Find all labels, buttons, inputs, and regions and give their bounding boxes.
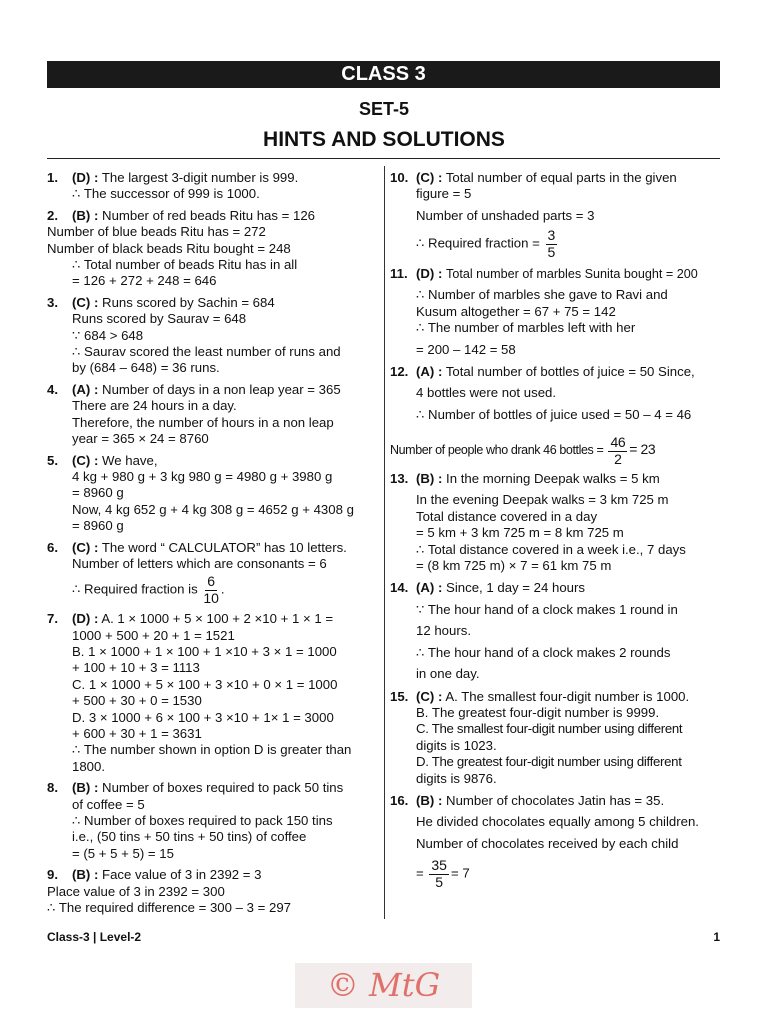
solution-line <box>72 574 377 606</box>
solution-line: ∴ Total distance covered in a week i.e., 7 days <box>416 541 686 557</box>
solution-13 <box>390 471 720 574</box>
solution-line: figure = 5 <box>416 186 472 202</box>
class-title-bar <box>47 61 720 88</box>
solution-text: . <box>220 581 225 597</box>
solution-line: Number of letters which are consonants = 6 <box>72 555 327 571</box>
solution-line: ∴ The successor of 999 is 1000. <box>72 186 260 202</box>
fraction-numerator: 6 <box>207 573 216 590</box>
question-number: 7. <box>47 611 58 627</box>
solution-line: Number of red beads Ritu has = 126 <box>102 207 316 223</box>
question-number: 16. <box>390 792 409 808</box>
question-number: 8. <box>47 780 58 796</box>
solution-line: A. 1 × 1000 + 5 × 100 + 2 ×10 + 1 × 1 = <box>101 611 334 627</box>
page-number: 1 <box>713 930 720 944</box>
solution-line: Number of days in a non leap year = 365 <box>102 381 341 397</box>
solution-5 <box>47 453 377 535</box>
question-number: 12. <box>390 364 409 380</box>
answer-key: (C) : <box>72 539 99 555</box>
solution-line <box>416 228 720 260</box>
solution-line: Runs scored by Sachin = 684 <box>102 294 275 310</box>
solution-line: of coffee = 5 <box>72 796 145 812</box>
footer-level: Class-3 | Level-2 <box>47 930 142 944</box>
solution-line: Place value of 3 in 2392 = 300 <box>47 883 225 899</box>
solution-line: = 5 km + 3 km 725 m = 8 km 725 m <box>416 525 624 541</box>
solution-line: year = 365 × 24 = 8760 <box>72 431 209 447</box>
fraction <box>546 228 558 260</box>
solution-4 <box>47 382 377 448</box>
question-number: 15. <box>390 688 409 704</box>
solution-line: C. 1 × 1000 + 5 × 100 + 3 ×10 + 0 × 1 = 1000 <box>72 676 338 692</box>
solution-line: Total number of equal parts in the given <box>445 170 677 185</box>
solution-line: ∴ The number shown in option D is greater than <box>72 742 352 758</box>
fraction-denominator: 10 <box>203 589 219 606</box>
question-number: 5. <box>47 452 58 468</box>
solution-line: Number of blue beads Ritu has = 272 <box>47 224 266 240</box>
answer-key: (B) : <box>416 471 443 487</box>
solution-14 <box>390 580 720 682</box>
answer-key: (D) : <box>72 611 99 627</box>
solution-text: = <box>416 865 424 881</box>
answer-key: (C) : <box>416 688 443 704</box>
fraction-numerator: 3 <box>547 227 556 244</box>
solution-15 <box>390 689 720 787</box>
set-title: SET-5 <box>358 99 410 119</box>
question-number: 11. <box>390 266 408 281</box>
right-column <box>390 170 720 894</box>
solution-line: D. The greatest four-digit number using different <box>416 754 682 770</box>
solution-line: The word “ CALCULATOR” has 10 letters. <box>101 539 347 555</box>
solution-line: = 126 + 272 + 248 = 646 <box>72 273 217 289</box>
solution-line: ∴ Number of boxes required to pack 150 tins <box>72 813 333 828</box>
solution-line: ∴ Saurav scored the least number of runs and <box>72 344 341 360</box>
solution-line: Total distance covered in a day <box>416 508 598 524</box>
fraction <box>203 574 219 606</box>
solution-10 <box>390 170 720 260</box>
solution-line: B. 1 × 1000 + 1 × 100 + 1 ×10 + 3 × 1 = 1000 <box>72 643 337 659</box>
solution-line: Number of black beads Ritu bought = 248 <box>47 240 291 256</box>
solution-line: 4 kg + 980 g + 3 kg 980 g = 4980 g + 3980 g <box>72 468 333 484</box>
solution-12 <box>390 364 720 467</box>
column-divider <box>384 166 385 919</box>
fraction-numerator: 46 <box>610 434 626 451</box>
question-number: 14. <box>390 580 409 596</box>
solution-line: + 600 + 30 + 1 = 3631 <box>72 725 202 741</box>
solution-line: In the evening Deepak walks = 3 km 725 m <box>416 492 669 508</box>
solution-line: Total number of bottles of juice = 50 Since, <box>445 364 695 380</box>
solution-8 <box>47 780 377 862</box>
solution-line: Total number of marbles Sunita bought = 200 <box>446 267 698 281</box>
solution-line: + 500 + 30 + 0 = 1530 <box>72 693 202 709</box>
solution-line: C. The smallest four-digit number using different <box>416 721 683 737</box>
solution-line: in one day. <box>416 666 480 682</box>
answer-key: (D) : <box>416 266 443 281</box>
fraction-numerator: 35 <box>431 857 447 874</box>
solution-line: = 8960 g <box>72 485 124 501</box>
solution-line: Now, 4 kg 652 g + 4 kg 308 g = 4652 g + 4308 g <box>72 501 354 517</box>
solution-line: Number of boxes required to pack 50 tins <box>102 780 344 796</box>
solution-line: In the morning Deepak walks = 5 km <box>446 471 660 487</box>
answer-key: (A) : <box>72 381 99 397</box>
answer-key: (B) : <box>72 207 99 223</box>
solution-7 <box>47 611 377 775</box>
solution-line: digits is 1023. <box>416 737 497 753</box>
solution-2 <box>47 208 377 290</box>
solution-line: 1800. <box>72 758 106 774</box>
question-number: 4. <box>47 381 58 397</box>
solution-line: Since, 1 day = 24 hours <box>446 580 585 596</box>
solution-text: = 23 <box>629 441 656 458</box>
solution-text: Number of people who drank 46 bottles = <box>390 443 604 458</box>
solution-line: digits is 9876. <box>416 770 497 786</box>
solution-line: ∴ The hour hand of a clock makes 2 rounds <box>416 644 671 660</box>
solution-line: Number of chocolates received by each child <box>416 835 679 851</box>
solution-line: ∴ Number of bottles of juice used = 50 – 4 = 46 <box>416 406 692 422</box>
section-title: HINTS AND SOLUTIONS <box>263 128 505 151</box>
header-rule <box>47 158 720 159</box>
fraction <box>429 858 449 890</box>
solution-line: The largest 3-digit number is 999. <box>101 170 299 185</box>
fraction-denominator: 5 <box>547 243 556 260</box>
question-number: 2. <box>47 207 58 223</box>
answer-key: (A) : <box>416 580 443 596</box>
solution-line: = (5 + 5 + 5) = 15 <box>72 845 174 861</box>
solution-line: = (8 km 725 m) × 7 = 61 km 75 m <box>416 558 612 574</box>
solution-line: D. 3 × 1000 + 6 × 100 + 3 ×10 + 1× 1 = 3000 <box>72 709 334 725</box>
question-number: 1. <box>47 170 58 185</box>
fraction-denominator: 2 <box>614 450 622 467</box>
question-number: 10. <box>390 170 409 185</box>
class-title: CLASS 3 <box>341 63 426 85</box>
solution-line: ∴ Number of marbles she gave to Ravi and <box>416 287 668 303</box>
solution-line: ∵ The hour hand of a clock makes 1 round in <box>416 601 678 617</box>
solution-line: Therefore, the number of hours in a non leap <box>72 414 334 430</box>
answer-key: (C) : <box>416 170 443 185</box>
answer-key: (B) : <box>416 792 443 808</box>
solution-11 <box>390 266 720 358</box>
solution-line: ∵ 684 > 648 <box>72 327 144 343</box>
solution-line: 12 hours. <box>416 623 471 639</box>
solution-line: B. The greatest four-digit number is 9999. <box>416 704 660 720</box>
fraction-denominator: 5 <box>435 873 444 890</box>
solution-line: He divided chocolates equally among 5 children. <box>416 814 699 830</box>
question-number: 13. <box>390 471 409 487</box>
solution-line: + 100 + 10 + 3 = 1113 <box>72 660 200 676</box>
answer-key: (C) : <box>72 294 99 310</box>
solution-line: = 200 – 142 = 58 <box>416 341 516 357</box>
solution-line: 4 bottles were not used. <box>416 385 557 401</box>
solution-1 <box>47 170 377 203</box>
solution-line <box>390 435 720 467</box>
solution-6 <box>47 540 377 607</box>
solution-line: A. The smallest four-digit number is 1000. <box>445 688 690 704</box>
solution-line: Number of chocolates Jatin has = 35. <box>446 792 665 808</box>
answer-key: (A) : <box>416 364 443 380</box>
solution-line: = 8960 g <box>72 518 124 534</box>
solution-text: ∴ Required fraction is <box>72 581 198 597</box>
solution-line: There are 24 hours in a day. <box>72 398 237 414</box>
fraction <box>608 435 627 467</box>
mtg-watermark-logo: © MtG <box>295 963 472 1008</box>
solution-text: = 7 <box>450 865 470 881</box>
solution-line: ∴ The number of marbles left with her <box>416 320 636 336</box>
solution-16 <box>390 793 720 890</box>
question-number: 3. <box>47 294 58 310</box>
solution-text: ∴ Required fraction = <box>416 235 540 251</box>
solution-line: ∴ Total number of beads Ritu has in all <box>72 257 298 273</box>
solution-line: Runs scored by Saurav = 648 <box>72 311 247 327</box>
solution-line: by (684 – 648) = 36 runs. <box>72 360 220 376</box>
question-number: 9. <box>47 867 58 883</box>
solution-line: Kusum altogether = 67 + 75 = 142 <box>416 303 616 319</box>
solution-9 <box>47 867 377 916</box>
answer-key: (B) : <box>72 867 99 883</box>
solution-line: 1000 + 500 + 20 + 1 = 1521 <box>72 627 235 643</box>
solution-3 <box>47 295 377 377</box>
question-number: 6. <box>47 539 58 555</box>
solution-line: Number of unshaded parts = 3 <box>416 207 595 223</box>
left-column <box>47 170 377 921</box>
answer-key: (B) : <box>72 780 99 796</box>
solution-line <box>416 858 720 890</box>
solution-line: i.e., (50 tins + 50 tins + 50 tins) of coffee <box>72 829 307 845</box>
answer-key: (C) : <box>72 452 99 468</box>
solution-line: ∴ The required difference = 300 – 3 = 297 <box>47 900 291 916</box>
answer-key: (D) : <box>72 170 99 185</box>
solution-line: We have, <box>102 452 158 468</box>
solution-line: Face value of 3 in 2392 = 3 <box>102 867 262 883</box>
